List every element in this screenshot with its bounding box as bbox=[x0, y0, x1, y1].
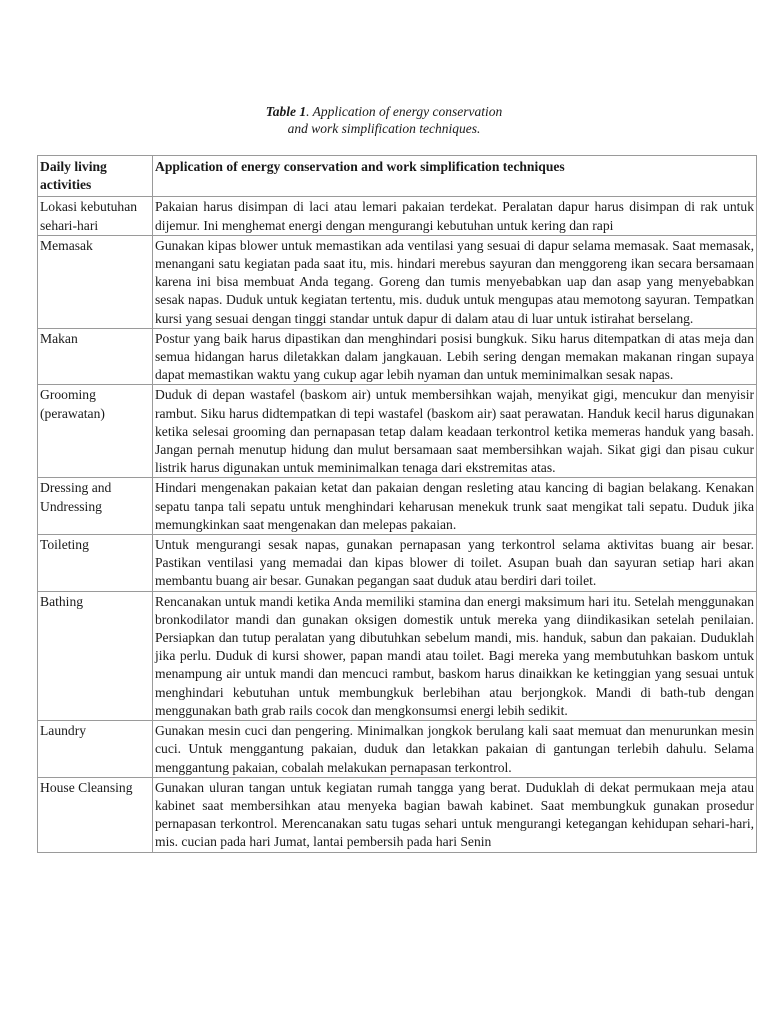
activity-cell: Grooming (perawatan) bbox=[38, 385, 153, 478]
activity-cell: Memasak bbox=[38, 235, 153, 328]
technique-cell: Untuk mengurangi sesak napas, gunakan pernapasan yang terkontrol selama aktivitas buang air besar. Pastikan ventilasi yang memadai dan kipas blower di toilet. Asupan buah dan sayuran setiap hari akan membantu buang air besar. Gunakan pegangan saat duduk atau berdiri dari toilet. bbox=[153, 535, 757, 592]
caption-label: Table 1 bbox=[265, 104, 307, 119]
activity-cell: Toileting bbox=[38, 535, 153, 592]
table-row bbox=[38, 328, 757, 385]
technique-cell: Pakaian harus disimpan di laci atau lemari pakaian terdekat. Peralatan dapur harus disimpan di rak untuk dijemur. Ini menghemat energi dengan mengurangi kebutuhan untuk kering dan rapi bbox=[153, 197, 757, 235]
table-row bbox=[38, 478, 757, 535]
table-header-row bbox=[38, 156, 757, 197]
activity-cell: Makan bbox=[38, 328, 153, 385]
table-row bbox=[38, 777, 757, 852]
activity-cell: Lokasi kebutuhan sehari-hari bbox=[38, 197, 153, 235]
table-row bbox=[38, 197, 757, 235]
table-row bbox=[38, 535, 757, 592]
table-caption bbox=[0, 103, 768, 137]
table-row bbox=[38, 235, 757, 328]
table-row bbox=[38, 721, 757, 778]
activity-cell: House Cleansing bbox=[38, 777, 153, 852]
technique-cell: Gunakan mesin cuci dan pengering. Minimalkan jongkok berulang kali saat memuat dan menurunkan mesin cuci. Untuk menggantung pakaian, duduk dan letakkan pakaian di gantungan terlebih dahulu. Selama menggantung pakaian, cobalah melakukan pernapasan terkontrol. bbox=[153, 721, 757, 778]
activity-cell: Bathing bbox=[38, 591, 153, 720]
technique-cell: Gunakan kipas blower untuk memastikan ada ventilasi yang sesuai di dapur selama memasak. Saat memasak, menangani satu kegiatan pada saat itu, mis. hindari merebus sayuran dan menggoreng ikan secara bersamaan karena ini bisa membuat Anda tegang. Goreng dan tumis menyebabkan uap dan asap yang menyebabkan sesak napas. Duduk untuk kegiatan tertentu, mis. duduk untuk mengupas atau memotong sayuran. Tempatkan kursi yang sesuai dengan tinggi standar untuk dapur di dalam atau di luar untuk istirahat berselang. bbox=[153, 235, 757, 328]
technique-cell: Postur yang baik harus dipastikan dan menghindari posisi bungkuk. Siku harus ditempatkan di atas meja dan semua hidangan harus diletakkan dalam jangkauan. Lebih sering dengan memakan makanan ringan supaya dapat memastikan waktu yang cukup agar lebih nyaman dan untuk meminimalkan sesak napas. bbox=[153, 328, 757, 385]
header-activity: Daily living activities bbox=[38, 156, 153, 197]
activity-cell: Dressing and Undressing bbox=[38, 478, 153, 535]
energy-conservation-table bbox=[37, 155, 757, 853]
header-technique: Application of energy conservation and work simplification techniques bbox=[153, 156, 757, 197]
technique-cell: Duduk di depan wastafel (baskom air) untuk membersihkan wajah, menyikat gigi, mencukur dan menyisir rambut. Siku harus didtempatkan di tepi wastafel (baskom air) saat perawatan. Handuk kecil harus digunakan ketika selesai grooming dan pernapasan tetap dalam keadaan terkontrol ketika memeras handuk yang basah. Jangan pernah menutup hidung dan mulut bersamaan saat membersihkan wajah. Sikat gigi dan pisau cukur listrik harus digunakan untuk meminimalkan tenaga dari ekstremitas atas. bbox=[153, 385, 757, 478]
technique-cell: Rencanakan untuk mandi ketika Anda memiliki stamina dan energi maksimum hari itu. Setelah menggunakan bronkodilator mandi dan gunakan oksigen domestik untuk mereka yang diindikasikan setelah penilaian. Persiapkan dan tutup peralatan yang dibutuhkan sebelum mandi, mis. handuk, sabun dan pakaian. Duduklah jika perlu. Duduk di kursi shower, papan mandi atau toilet. Bagi mereka yang membutuhkan baskom untuk menampung air untuk mandi dan mencuci rambut, baskom harus dinaikkan ke ketinggian yang sesuai untuk menghindari kebutuhan untuk membungkuk berlebihan atau berjongkok. Mandi di bath-tub dengan menggunakan bath grab rails cocok dan mengkonsumsi energi lebih sedikit. bbox=[153, 591, 757, 720]
technique-cell: Hindari mengenakan pakaian ketat dan pakaian dengan resleting atau kancing di bagian belakang. Kenakan sepatu tanpa tali sepatu untuk menghindari keharusan menekuk trunk saat mengikat tali sepatu. Duduk jika memungkinkan saat mengenakan dan melepas pakaian. bbox=[153, 478, 757, 535]
table-row bbox=[38, 385, 757, 478]
caption-text: . Application of energy conservation bbox=[306, 104, 503, 119]
table-row bbox=[38, 591, 757, 720]
technique-cell: Gunakan uluran tangan untuk kegiatan rumah tangga yang berat. Duduklah di dekat permukaan meja atau kabinet saat membersihkan atau menyeka bagian bawah kabinet. Saat membungkuk gunakan prosedur pernapasan terkontrol. Merencanakan satu tugas sehari untuk mengurangi ketegangan kehidupan sehari-hari, mis. cucian pada hari Jumat, lantai pembersih pada hari Senin bbox=[153, 777, 757, 852]
activity-cell: Laundry bbox=[38, 721, 153, 778]
caption-text-line2: and work simplification techniques. bbox=[287, 121, 481, 136]
